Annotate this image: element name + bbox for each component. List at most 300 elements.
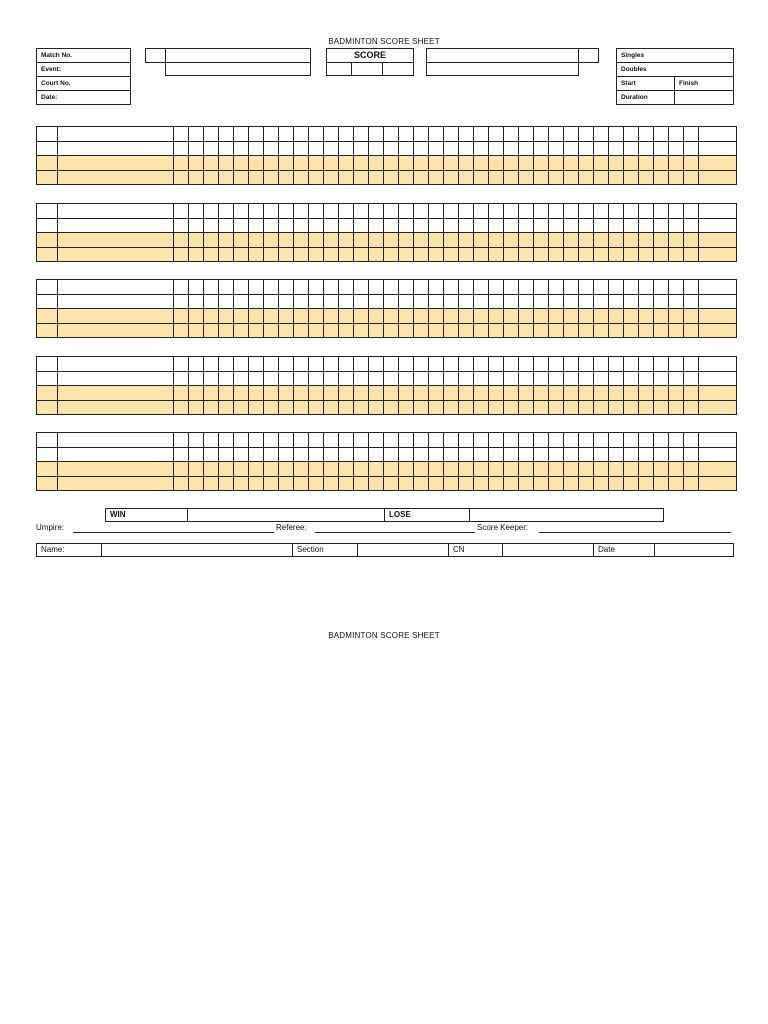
- point-cell[interactable]: [609, 156, 624, 171]
- player-cell[interactable]: [58, 170, 174, 185]
- point-cell[interactable]: [234, 218, 249, 233]
- point-cell[interactable]: [384, 294, 399, 309]
- point-cell[interactable]: [264, 371, 279, 386]
- point-cell[interactable]: [249, 476, 264, 491]
- point-cell[interactable]: [654, 233, 669, 248]
- event-field[interactable]: Event:: [36, 62, 131, 77]
- point-cell[interactable]: [219, 156, 234, 171]
- point-cell[interactable]: [654, 371, 669, 386]
- point-cell[interactable]: [189, 204, 204, 219]
- point-cell[interactable]: [459, 400, 474, 415]
- serve-cell[interactable]: [37, 476, 58, 491]
- point-cell[interactable]: [459, 247, 474, 262]
- point-cell[interactable]: [609, 476, 624, 491]
- point-cell[interactable]: [264, 323, 279, 338]
- point-cell[interactable]: [339, 218, 354, 233]
- point-cell[interactable]: [669, 447, 684, 462]
- point-cell[interactable]: [489, 462, 504, 477]
- serve-cell[interactable]: [37, 170, 58, 185]
- lose-field[interactable]: [469, 508, 664, 522]
- point-cell[interactable]: [294, 204, 309, 219]
- serve-cell[interactable]: [37, 386, 58, 401]
- point-cell[interactable]: [444, 156, 459, 171]
- point-cell[interactable]: [549, 218, 564, 233]
- point-cell[interactable]: [354, 233, 369, 248]
- point-cell[interactable]: [669, 233, 684, 248]
- point-cell[interactable]: [474, 386, 489, 401]
- point-cell[interactable]: [339, 233, 354, 248]
- point-cell[interactable]: [279, 323, 294, 338]
- point-cell[interactable]: [654, 323, 669, 338]
- point-cell[interactable]: [324, 447, 339, 462]
- point-cell[interactable]: [564, 462, 579, 477]
- point-cell[interactable]: [594, 156, 609, 171]
- point-cell[interactable]: [429, 233, 444, 248]
- point-cell[interactable]: [624, 170, 639, 185]
- point-cell[interactable]: [624, 357, 639, 372]
- point-cell[interactable]: [564, 156, 579, 171]
- point-cell[interactable]: [444, 170, 459, 185]
- point-cell[interactable]: [309, 400, 324, 415]
- point-cell[interactable]: [654, 447, 669, 462]
- point-cell[interactable]: [459, 204, 474, 219]
- point-cell[interactable]: [504, 476, 519, 491]
- point-cell[interactable]: [369, 309, 384, 324]
- point-cell[interactable]: [339, 476, 354, 491]
- point-cell[interactable]: [309, 371, 324, 386]
- point-cell[interactable]: [639, 294, 654, 309]
- point-cell[interactable]: [654, 127, 669, 142]
- point-cell[interactable]: [534, 204, 549, 219]
- point-cell[interactable]: [429, 294, 444, 309]
- point-cell[interactable]: [369, 141, 384, 156]
- point-cell[interactable]: [594, 247, 609, 262]
- player-cell[interactable]: [58, 309, 174, 324]
- point-cell[interactable]: [429, 386, 444, 401]
- point-cell[interactable]: [249, 233, 264, 248]
- point-cell[interactable]: [684, 323, 699, 338]
- point-cell[interactable]: [189, 170, 204, 185]
- point-cell[interactable]: [384, 141, 399, 156]
- point-cell[interactable]: [519, 247, 534, 262]
- total-cell[interactable]: [699, 386, 737, 401]
- point-cell[interactable]: [669, 476, 684, 491]
- score-game2-box[interactable]: [351, 62, 383, 76]
- point-cell[interactable]: [414, 357, 429, 372]
- point-cell[interactable]: [474, 400, 489, 415]
- point-cell[interactable]: [414, 476, 429, 491]
- point-cell[interactable]: [624, 309, 639, 324]
- point-cell[interactable]: [279, 247, 294, 262]
- point-cell[interactable]: [219, 400, 234, 415]
- point-cell[interactable]: [474, 141, 489, 156]
- point-cell[interactable]: [429, 433, 444, 448]
- point-cell[interactable]: [399, 476, 414, 491]
- point-cell[interactable]: [639, 156, 654, 171]
- point-cell[interactable]: [264, 218, 279, 233]
- point-cell[interactable]: [354, 462, 369, 477]
- point-cell[interactable]: [189, 323, 204, 338]
- point-cell[interactable]: [279, 476, 294, 491]
- point-cell[interactable]: [309, 247, 324, 262]
- point-cell[interactable]: [474, 127, 489, 142]
- point-cell[interactable]: [189, 127, 204, 142]
- point-cell[interactable]: [279, 294, 294, 309]
- point-cell[interactable]: [579, 247, 594, 262]
- point-cell[interactable]: [594, 371, 609, 386]
- point-cell[interactable]: [204, 170, 219, 185]
- point-cell[interactable]: [354, 433, 369, 448]
- point-cell[interactable]: [414, 309, 429, 324]
- point-cell[interactable]: [444, 280, 459, 295]
- point-cell[interactable]: [414, 294, 429, 309]
- point-cell[interactable]: [384, 218, 399, 233]
- point-cell[interactable]: [369, 357, 384, 372]
- point-cell[interactable]: [339, 386, 354, 401]
- serve-cell[interactable]: [37, 156, 58, 171]
- point-cell[interactable]: [204, 156, 219, 171]
- point-cell[interactable]: [624, 294, 639, 309]
- point-cell[interactable]: [534, 170, 549, 185]
- total-cell[interactable]: [699, 156, 737, 171]
- point-cell[interactable]: [579, 357, 594, 372]
- point-cell[interactable]: [639, 357, 654, 372]
- point-cell[interactable]: [534, 386, 549, 401]
- point-cell[interactable]: [579, 127, 594, 142]
- point-cell[interactable]: [564, 170, 579, 185]
- point-cell[interactable]: [219, 476, 234, 491]
- point-cell[interactable]: [594, 462, 609, 477]
- point-cell[interactable]: [549, 323, 564, 338]
- point-cell[interactable]: [204, 309, 219, 324]
- point-cell[interactable]: [519, 386, 534, 401]
- point-cell[interactable]: [519, 141, 534, 156]
- point-cell[interactable]: [234, 357, 249, 372]
- point-cell[interactable]: [594, 233, 609, 248]
- point-cell[interactable]: [669, 433, 684, 448]
- point-cell[interactable]: [639, 127, 654, 142]
- point-cell[interactable]: [429, 204, 444, 219]
- point-cell[interactable]: [429, 323, 444, 338]
- serve-cell[interactable]: [37, 218, 58, 233]
- point-cell[interactable]: [384, 247, 399, 262]
- point-cell[interactable]: [369, 462, 384, 477]
- point-cell[interactable]: [294, 280, 309, 295]
- point-cell[interactable]: [354, 247, 369, 262]
- point-cell[interactable]: [579, 400, 594, 415]
- point-cell[interactable]: [684, 218, 699, 233]
- point-cell[interactable]: [174, 280, 189, 295]
- point-cell[interactable]: [564, 371, 579, 386]
- total-cell[interactable]: [699, 357, 737, 372]
- point-cell[interactable]: [309, 294, 324, 309]
- point-cell[interactable]: [444, 294, 459, 309]
- point-cell[interactable]: [399, 156, 414, 171]
- point-cell[interactable]: [279, 170, 294, 185]
- point-cell[interactable]: [399, 141, 414, 156]
- point-cell[interactable]: [324, 371, 339, 386]
- point-cell[interactable]: [579, 447, 594, 462]
- point-cell[interactable]: [684, 400, 699, 415]
- point-cell[interactable]: [264, 141, 279, 156]
- point-cell[interactable]: [324, 400, 339, 415]
- point-cell[interactable]: [579, 476, 594, 491]
- point-cell[interactable]: [384, 233, 399, 248]
- point-cell[interactable]: [504, 127, 519, 142]
- point-cell[interactable]: [444, 371, 459, 386]
- point-cell[interactable]: [174, 170, 189, 185]
- point-cell[interactable]: [249, 156, 264, 171]
- point-cell[interactable]: [324, 280, 339, 295]
- point-cell[interactable]: [219, 371, 234, 386]
- point-cell[interactable]: [489, 294, 504, 309]
- point-cell[interactable]: [204, 447, 219, 462]
- point-cell[interactable]: [459, 357, 474, 372]
- point-cell[interactable]: [384, 476, 399, 491]
- point-cell[interactable]: [594, 218, 609, 233]
- point-cell[interactable]: [654, 386, 669, 401]
- point-cell[interactable]: [339, 309, 354, 324]
- point-cell[interactable]: [459, 294, 474, 309]
- point-cell[interactable]: [264, 247, 279, 262]
- point-cell[interactable]: [459, 141, 474, 156]
- point-cell[interactable]: [324, 386, 339, 401]
- point-cell[interactable]: [384, 127, 399, 142]
- point-cell[interactable]: [354, 156, 369, 171]
- serve-cell[interactable]: [37, 462, 58, 477]
- point-cell[interactable]: [324, 462, 339, 477]
- point-cell[interactable]: [294, 218, 309, 233]
- point-cell[interactable]: [294, 233, 309, 248]
- start-field[interactable]: Start: [616, 76, 675, 91]
- point-cell[interactable]: [609, 400, 624, 415]
- point-cell[interactable]: [489, 170, 504, 185]
- point-cell[interactable]: [534, 371, 549, 386]
- point-cell[interactable]: [339, 447, 354, 462]
- point-cell[interactable]: [669, 280, 684, 295]
- point-cell[interactable]: [189, 141, 204, 156]
- point-cell[interactable]: [609, 127, 624, 142]
- point-cell[interactable]: [654, 433, 669, 448]
- point-cell[interactable]: [414, 204, 429, 219]
- point-cell[interactable]: [264, 280, 279, 295]
- point-cell[interactable]: [234, 400, 249, 415]
- point-cell[interactable]: [609, 294, 624, 309]
- point-cell[interactable]: [564, 294, 579, 309]
- point-cell[interactable]: [249, 433, 264, 448]
- player-cell[interactable]: [58, 127, 174, 142]
- point-cell[interactable]: [414, 433, 429, 448]
- point-cell[interactable]: [429, 357, 444, 372]
- point-cell[interactable]: [549, 400, 564, 415]
- point-cell[interactable]: [219, 309, 234, 324]
- point-cell[interactable]: [579, 462, 594, 477]
- point-cell[interactable]: [204, 386, 219, 401]
- point-cell[interactable]: [234, 447, 249, 462]
- point-cell[interactable]: [384, 371, 399, 386]
- point-cell[interactable]: [339, 371, 354, 386]
- point-cell[interactable]: [609, 323, 624, 338]
- point-cell[interactable]: [309, 433, 324, 448]
- serve-cell[interactable]: [37, 280, 58, 295]
- point-cell[interactable]: [624, 371, 639, 386]
- total-cell[interactable]: [699, 323, 737, 338]
- point-cell[interactable]: [429, 400, 444, 415]
- point-cell[interactable]: [519, 170, 534, 185]
- point-cell[interactable]: [504, 170, 519, 185]
- point-cell[interactable]: [534, 309, 549, 324]
- point-cell[interactable]: [444, 462, 459, 477]
- point-cell[interactable]: [309, 462, 324, 477]
- point-cell[interactable]: [279, 156, 294, 171]
- point-cell[interactable]: [654, 156, 669, 171]
- point-cell[interactable]: [249, 309, 264, 324]
- point-cell[interactable]: [504, 386, 519, 401]
- point-cell[interactable]: [459, 218, 474, 233]
- point-cell[interactable]: [489, 433, 504, 448]
- point-cell[interactable]: [624, 156, 639, 171]
- serve-cell[interactable]: [37, 247, 58, 262]
- point-cell[interactable]: [219, 386, 234, 401]
- point-cell[interactable]: [564, 309, 579, 324]
- point-cell[interactable]: [474, 323, 489, 338]
- point-cell[interactable]: [414, 447, 429, 462]
- point-cell[interactable]: [639, 462, 654, 477]
- point-cell[interactable]: [249, 323, 264, 338]
- point-cell[interactable]: [639, 204, 654, 219]
- point-cell[interactable]: [669, 170, 684, 185]
- point-cell[interactable]: [474, 462, 489, 477]
- point-cell[interactable]: [369, 218, 384, 233]
- point-cell[interactable]: [174, 386, 189, 401]
- point-cell[interactable]: [519, 156, 534, 171]
- win-field[interactable]: [187, 508, 385, 522]
- point-cell[interactable]: [474, 233, 489, 248]
- point-cell[interactable]: [564, 247, 579, 262]
- point-cell[interactable]: [639, 323, 654, 338]
- point-cell[interactable]: [354, 309, 369, 324]
- point-cell[interactable]: [474, 447, 489, 462]
- point-cell[interactable]: [174, 204, 189, 219]
- point-cell[interactable]: [429, 170, 444, 185]
- team-right-serve-box[interactable]: [578, 48, 599, 63]
- point-cell[interactable]: [429, 156, 444, 171]
- point-cell[interactable]: [234, 280, 249, 295]
- point-cell[interactable]: [354, 447, 369, 462]
- point-cell[interactable]: [654, 476, 669, 491]
- point-cell[interactable]: [279, 204, 294, 219]
- point-cell[interactable]: [474, 433, 489, 448]
- point-cell[interactable]: [294, 433, 309, 448]
- point-cell[interactable]: [564, 280, 579, 295]
- point-cell[interactable]: [369, 294, 384, 309]
- point-cell[interactable]: [624, 447, 639, 462]
- point-cell[interactable]: [354, 218, 369, 233]
- point-cell[interactable]: [264, 309, 279, 324]
- point-cell[interactable]: [534, 233, 549, 248]
- point-cell[interactable]: [429, 141, 444, 156]
- point-cell[interactable]: [264, 204, 279, 219]
- point-cell[interactable]: [609, 462, 624, 477]
- point-cell[interactable]: [264, 127, 279, 142]
- point-cell[interactable]: [279, 371, 294, 386]
- point-cell[interactable]: [594, 127, 609, 142]
- point-cell[interactable]: [549, 247, 564, 262]
- point-cell[interactable]: [474, 156, 489, 171]
- point-cell[interactable]: [489, 371, 504, 386]
- point-cell[interactable]: [384, 170, 399, 185]
- player-cell[interactable]: [58, 400, 174, 415]
- point-cell[interactable]: [384, 433, 399, 448]
- point-cell[interactable]: [414, 127, 429, 142]
- point-cell[interactable]: [669, 294, 684, 309]
- point-cell[interactable]: [534, 280, 549, 295]
- point-cell[interactable]: [474, 247, 489, 262]
- point-cell[interactable]: [369, 400, 384, 415]
- point-cell[interactable]: [174, 371, 189, 386]
- point-cell[interactable]: [414, 156, 429, 171]
- point-cell[interactable]: [429, 462, 444, 477]
- point-cell[interactable]: [234, 233, 249, 248]
- point-cell[interactable]: [399, 127, 414, 142]
- total-cell[interactable]: [699, 170, 737, 185]
- point-cell[interactable]: [309, 280, 324, 295]
- point-cell[interactable]: [369, 127, 384, 142]
- point-cell[interactable]: [654, 357, 669, 372]
- point-cell[interactable]: [639, 386, 654, 401]
- point-cell[interactable]: [189, 247, 204, 262]
- point-cell[interactable]: [294, 323, 309, 338]
- point-cell[interactable]: [504, 218, 519, 233]
- point-cell[interactable]: [414, 371, 429, 386]
- point-cell[interactable]: [294, 247, 309, 262]
- point-cell[interactable]: [174, 233, 189, 248]
- point-cell[interactable]: [219, 323, 234, 338]
- point-cell[interactable]: [579, 280, 594, 295]
- point-cell[interactable]: [249, 204, 264, 219]
- point-cell[interactable]: [309, 204, 324, 219]
- point-cell[interactable]: [339, 294, 354, 309]
- point-cell[interactable]: [264, 447, 279, 462]
- point-cell[interactable]: [564, 204, 579, 219]
- point-cell[interactable]: [369, 323, 384, 338]
- point-cell[interactable]: [549, 357, 564, 372]
- point-cell[interactable]: [504, 323, 519, 338]
- point-cell[interactable]: [234, 204, 249, 219]
- point-cell[interactable]: [579, 323, 594, 338]
- point-cell[interactable]: [384, 357, 399, 372]
- point-cell[interactable]: [459, 386, 474, 401]
- point-cell[interactable]: [339, 204, 354, 219]
- point-cell[interactable]: [204, 323, 219, 338]
- point-cell[interactable]: [444, 309, 459, 324]
- point-cell[interactable]: [534, 447, 549, 462]
- point-cell[interactable]: [564, 127, 579, 142]
- point-cell[interactable]: [684, 233, 699, 248]
- point-cell[interactable]: [489, 309, 504, 324]
- point-cell[interactable]: [369, 371, 384, 386]
- point-cell[interactable]: [264, 476, 279, 491]
- section-field[interactable]: [357, 543, 449, 557]
- serve-cell[interactable]: [37, 357, 58, 372]
- point-cell[interactable]: [639, 371, 654, 386]
- point-cell[interactable]: [534, 400, 549, 415]
- point-cell[interactable]: [384, 156, 399, 171]
- point-cell[interactable]: [489, 141, 504, 156]
- point-cell[interactable]: [609, 204, 624, 219]
- point-cell[interactable]: [519, 357, 534, 372]
- point-cell[interactable]: [549, 170, 564, 185]
